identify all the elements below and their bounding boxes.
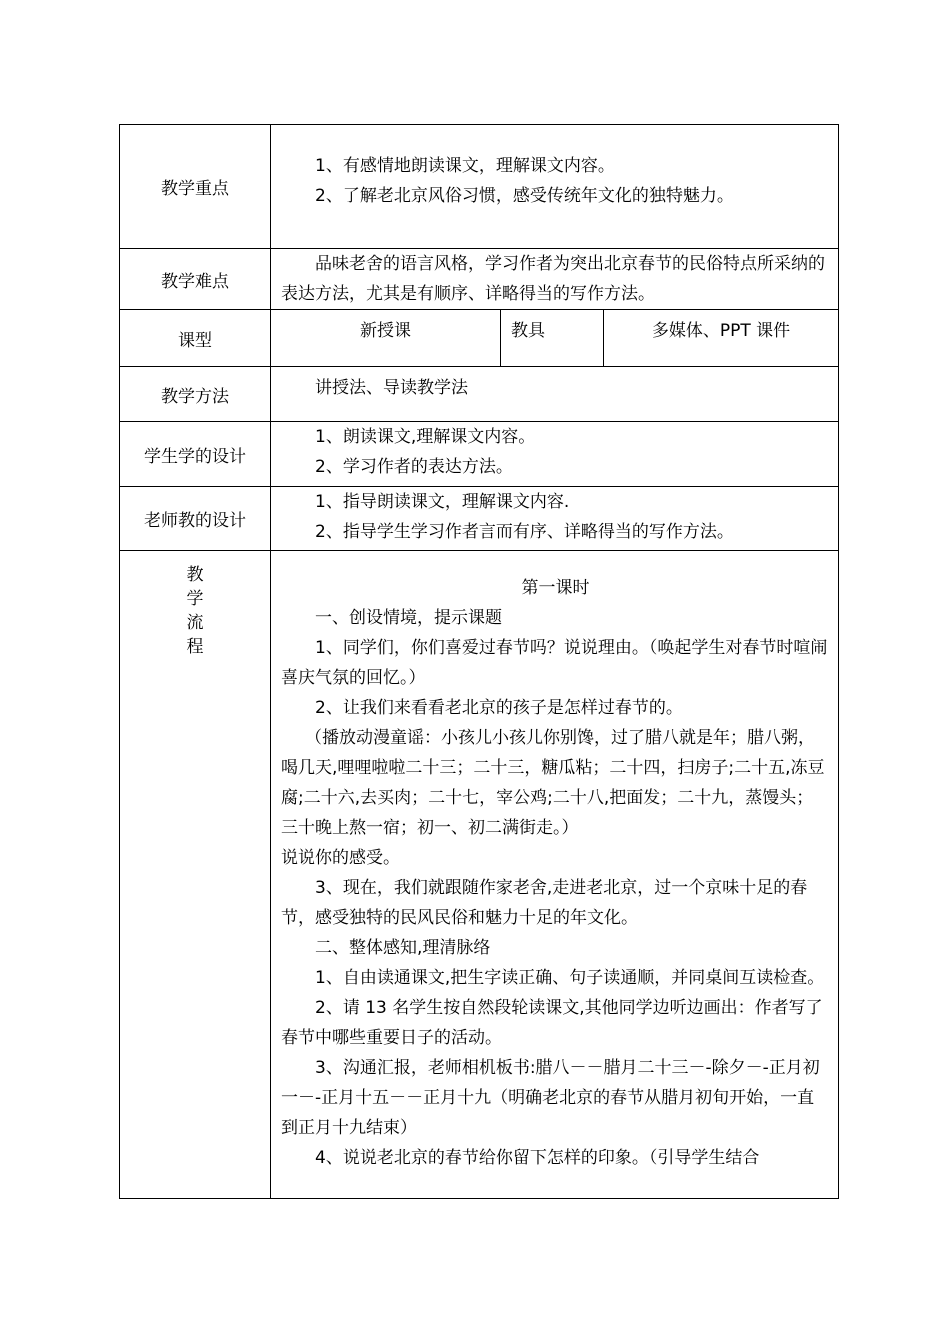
section-1-heading: 一、创设情境，提示课题 xyxy=(315,608,502,628)
method-text: 讲授法、导读教学法 xyxy=(315,378,468,398)
row-student-design xyxy=(120,422,839,487)
row-teacher-design xyxy=(120,487,839,551)
process-paragraph: 1、自由读通课文,把生字读正确、句子读通顺，并同桌间互读检查。 xyxy=(315,968,825,988)
row-teaching-focus xyxy=(120,125,839,249)
student-line-1: 1、朗读课文,理解课文内容。 xyxy=(315,427,536,447)
value-lesson-type: 新授课 xyxy=(271,310,501,367)
label-teacher-design: 老师教的设计 xyxy=(120,487,271,551)
focus-line-1: 1、有感情地朗读课文，理解课文内容。 xyxy=(315,156,615,176)
difficulty-text: 品味老舍的语言风格，学习作者为突出北京春节的民俗特点所采纳的表达方法，尤其是有顺序、详略得当的写作方法。 xyxy=(281,254,825,304)
content-teaching-focus xyxy=(271,125,839,249)
content-teaching-difficulty xyxy=(271,249,839,310)
process-paragraph: 1、同学们，你们喜爱过春节吗？说说理由。（唤起学生对春节时喧闹喜庆气氛的回忆。） xyxy=(281,638,828,688)
label-student-design: 学生学的设计 xyxy=(120,422,271,487)
row-teaching-process xyxy=(120,551,839,1199)
value-teaching-tools: 多媒体、PPT 课件 xyxy=(604,310,839,367)
process-paragraph: 3、现在，我们就跟随作家老舍,走进老北京，过一个京味十足的春节，感受独特的民风民俗和魅力十足的年文化。 xyxy=(281,878,808,928)
process-paragraph: 2、让我们来看看老北京的孩子是怎样过春节的。 xyxy=(315,698,683,718)
process-paragraph: （播放动漫童谣：小孩儿小孩儿你别馋，过了腊八就是年；腊八粥，喝几天,哩哩啦啦二十三；二十三，糖瓜粘；二十四，扫房子;二十五,冻豆腐;二十六,去买肉；二十七，宰公鸡;二十八,把面发；二十九，蒸馒头；三十晚上熬一宿；初一、初二满街走。） xyxy=(281,728,825,838)
student-line-2: 2、学习作者的表达方法。 xyxy=(315,457,513,477)
teacher-line-2: 2、指导学生学习作者言而有序、详略得当的写作方法。 xyxy=(315,522,734,542)
label-teaching-tools: 教具 xyxy=(501,310,604,367)
row-lesson-type xyxy=(120,310,839,367)
label-lesson-type: 课型 xyxy=(120,310,271,367)
lesson-plan-table xyxy=(119,124,839,1199)
label-teaching-process: 教 学 流 程 xyxy=(120,551,271,1199)
focus-line-2: 2、了解老北京风俗习惯，感受传统年文化的独特魅力。 xyxy=(315,186,734,206)
row-teaching-difficulty xyxy=(120,249,839,310)
label-teaching-focus: 教学重点 xyxy=(120,125,271,249)
content-teaching-method xyxy=(271,367,839,422)
lesson-title: 第一课时 xyxy=(521,578,590,598)
section-2-heading: 二、整体感知,理清脉络 xyxy=(315,938,491,958)
label-teaching-method: 教学方法 xyxy=(120,367,271,422)
process-paragraph: 说说你的感受。 xyxy=(281,848,400,868)
teacher-line-1: 1、指导朗读课文，理解课文内容. xyxy=(315,492,570,512)
process-paragraph: 2、请 13 名学生按自然段轮读课文,其他同学边听边画出：作者写了春节中哪些重要日子的活动。 xyxy=(281,998,823,1048)
content-teaching-process xyxy=(271,551,839,1199)
process-paragraph: 3、沟通汇报，老师相机板书:腊八－－腊月二十三－-除夕－-正月初一－-正月十五－－正月十九（明确老北京的春节从腊月初旬开始，一直到正月十九结束） xyxy=(281,1058,820,1138)
label-teaching-difficulty: 教学难点 xyxy=(120,249,271,310)
content-teacher-design xyxy=(271,487,839,551)
process-paragraph: 4、说说老北京的春节给你留下怎样的印象。（引导学生结合 xyxy=(315,1148,760,1168)
content-student-design xyxy=(271,422,839,487)
row-teaching-method xyxy=(120,367,839,422)
